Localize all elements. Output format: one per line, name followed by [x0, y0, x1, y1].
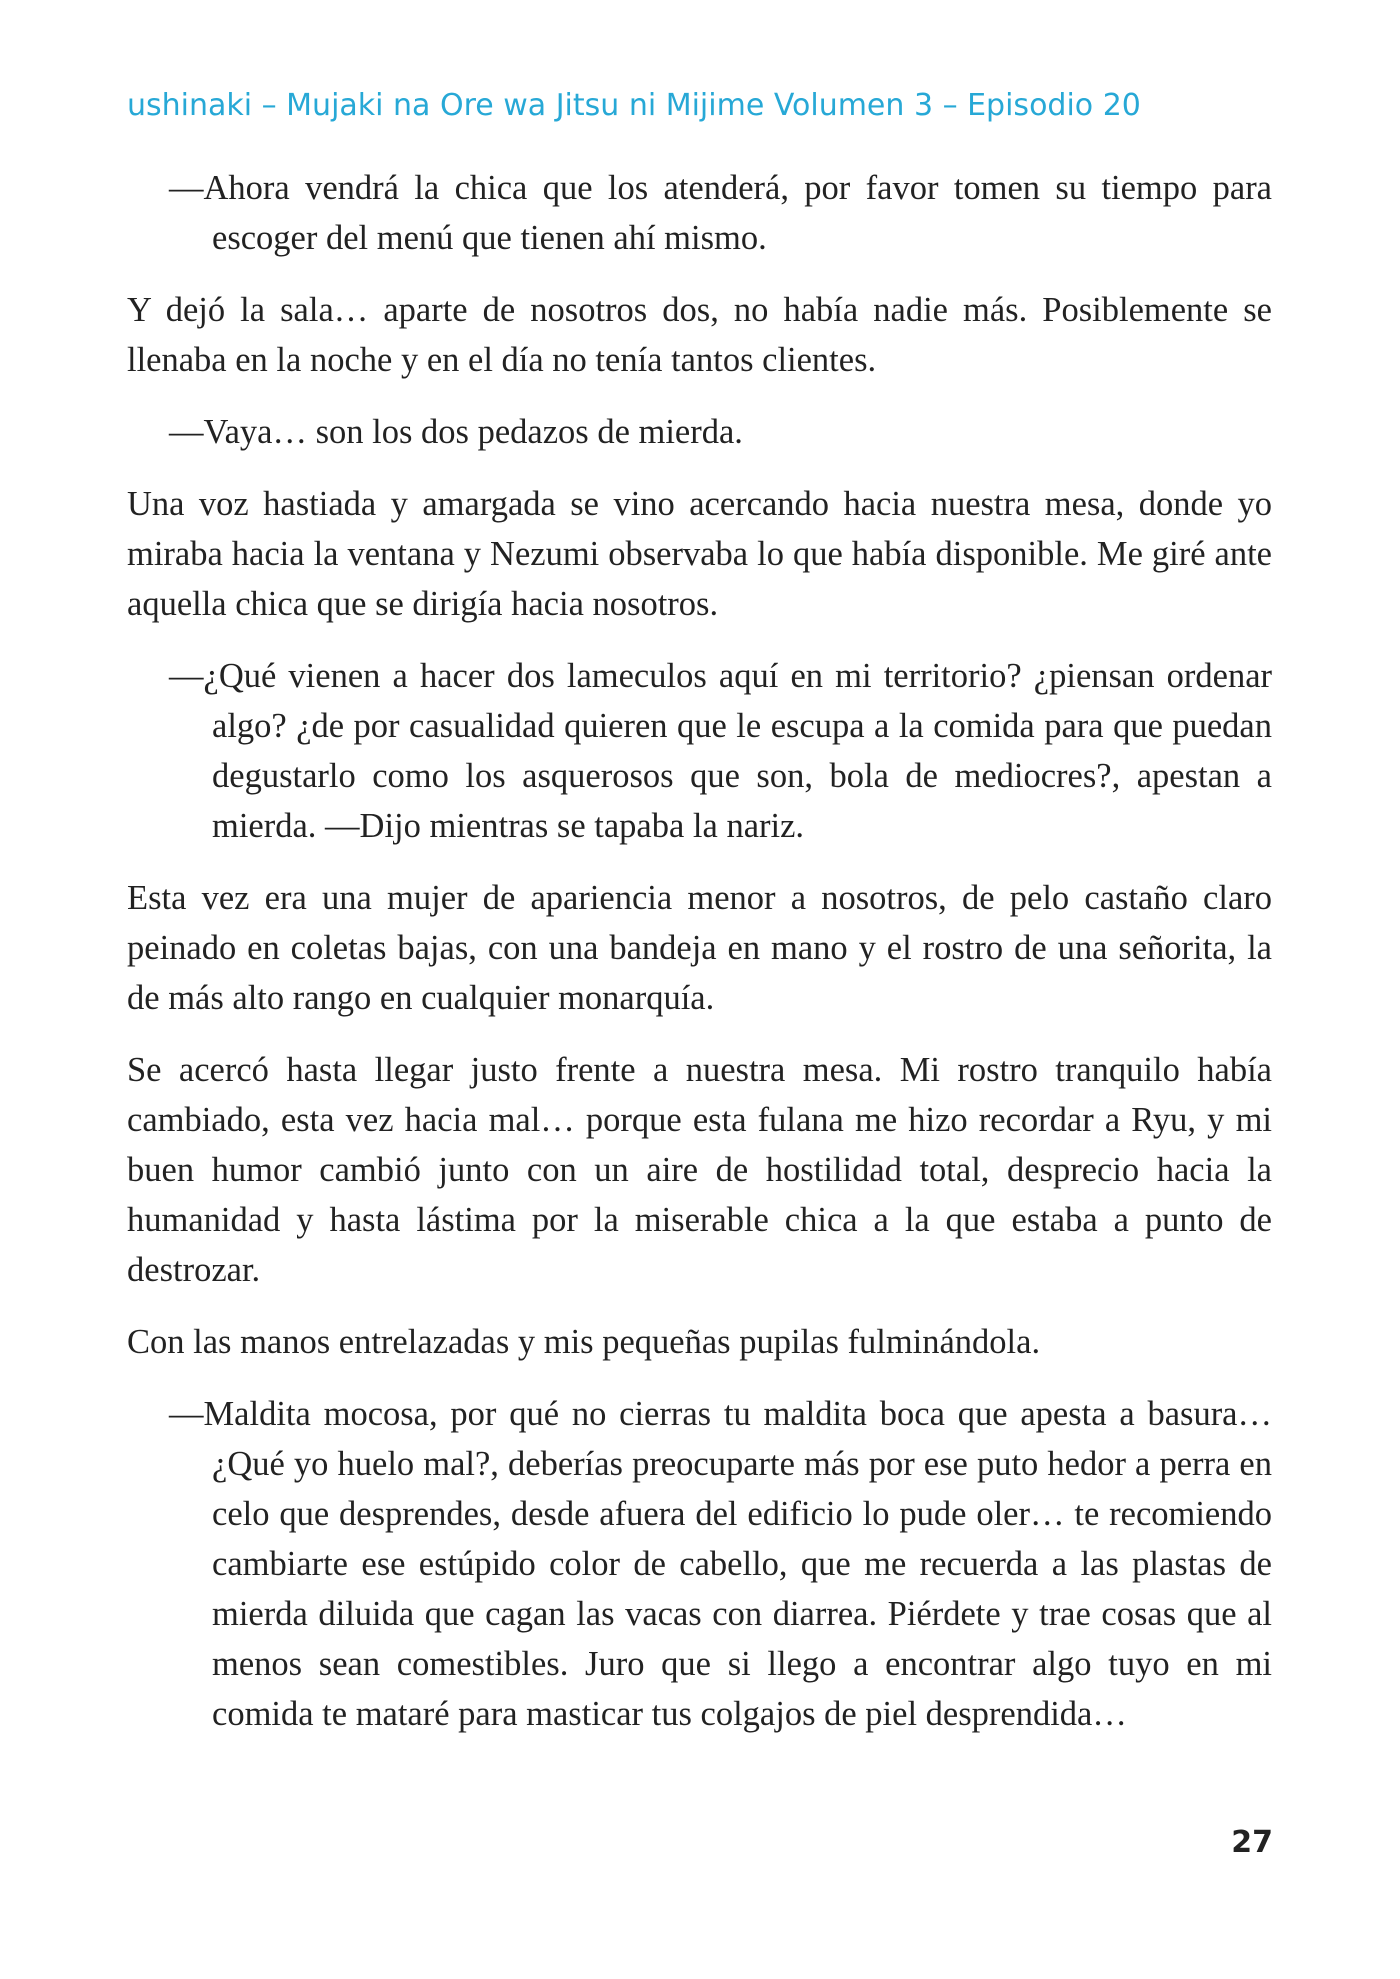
narration-paragraph: Con las manos entrelazadas y mis pequeñas pupilas fulminándola.	[127, 1323, 1041, 1361]
dialogue-paragraph: —Ahora vendrá la chica que los atenderá, por favor tomen su tiempo para escoger del menú que tienen ahí mismo.	[169, 169, 1272, 257]
dialogue-paragraph: —¿Qué vienen a hacer dos lameculos aquí en mi territorio? ¿piensan ordenar algo? ¿de por casualidad quieren que le escupa a la comida para que puedan degustarlo como los asquerosos que son, bola de mediocres?, apestan a mierda. —Dijo mientras se tapaba la nariz.	[169, 657, 1272, 845]
narration-paragraph: Y dejó la sala… aparte de nosotros dos, no había nadie más. Posiblemente se llenaba en la noche y en el día no tenía tantos clientes.	[127, 291, 1272, 379]
page-body	[127, 163, 1272, 1761]
narration-paragraph: Esta vez era una mujer de apariencia menor a nosotros, de pelo castaño claro peinado en coletas bajas, con una bandeja en mano y el rostro de una señorita, la de más alto rango en cualquier monarquía.	[127, 879, 1272, 1017]
dialogue-paragraph: —Vaya… son los dos pedazos de mierda.	[169, 413, 743, 451]
running-header: ushinaki – Mujaki na Ore wa Jitsu ni Mijime Volumen 3 – Episodio 20	[127, 88, 1141, 123]
page-number: 27	[1231, 1825, 1273, 1860]
narration-paragraph: Se acercó hasta llegar justo frente a nuestra mesa. Mi rostro tranquilo había cambiado, esta vez hacia mal… porque esta fulana me hizo recordar a Ryu, y mi buen humor cambió junto con un aire de hostilidad total, desprecio hacia la humanidad y hasta lástima por la miserable chica a la que estaba a punto de destrozar.	[127, 1051, 1272, 1289]
narration-paragraph: Una voz hastiada y amargada se vino acercando hacia nuestra mesa, donde yo miraba hacia la ventana y Nezumi observaba lo que había disponible. Me giré ante aquella chica que se dirigía hacia nosotros.	[127, 485, 1272, 623]
dialogue-paragraph: —Maldita mocosa, por qué no cierras tu maldita boca que apesta a basura… ¿Qué yo huelo mal?, deberías preocuparte más por ese puto hedor a perra en celo que desprendes, desde afuera del edificio lo pude oler… te recomiendo cambiarte ese estúpido color de cabello, que me recuerda a las plastas de mierda diluida que cagan las vacas con diarrea. Piérdete y trae cosas que al menos sean comestibles. Juro que si llego a encontrar algo tuyo en mi comida te mataré para masticar tus colgajos de piel desprendida…	[169, 1395, 1272, 1733]
